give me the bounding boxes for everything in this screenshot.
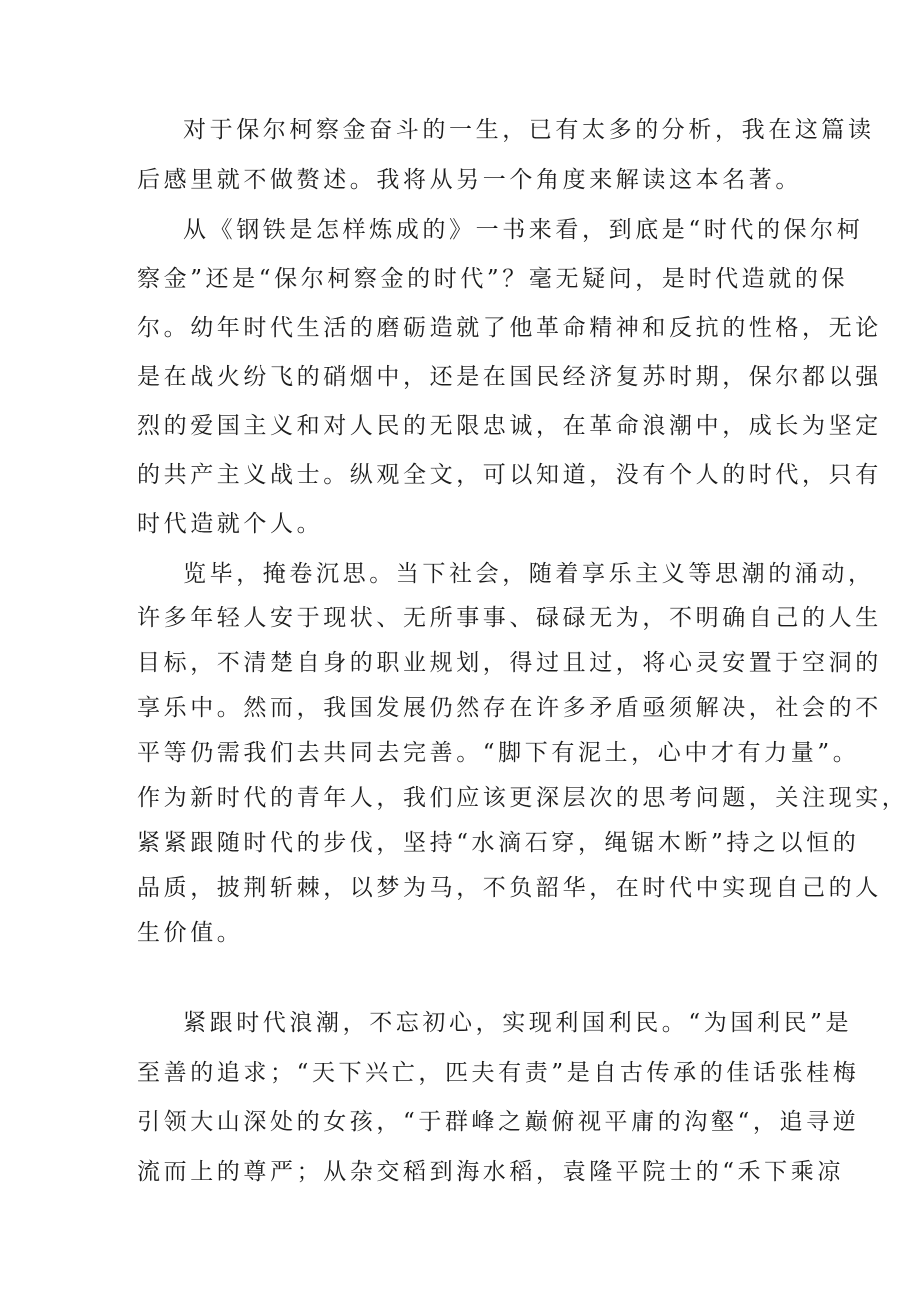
paragraph-2-line-3: 尔。幼年时代生活的磨砺造就了他革命精神和反抗的性格，无论: [137, 315, 882, 341]
paragraph-2-line-6: 的共产主义战士。纵观全文，可以知道，没有个人的时代，只有: [137, 462, 882, 488]
paragraph-4-line-3: 引领大山深处的女孩，“于群峰之巅俯视平庸的沟壑“，追寻逆: [137, 1109, 860, 1135]
paragraph-2-line-1: 从《钢铁是怎样炼成的》一书来看，到底是“时代的保尔柯: [183, 217, 864, 243]
paragraph-3-line-2: 许多年轻人安于现状、无所事事、碌碌无为，不明确自己的人生: [137, 605, 882, 631]
paragraph-1-line-1: 对于保尔柯察金奋斗的一生，已有太多的分析，我在这篇读: [183, 117, 875, 143]
paragraph-3-line-4: 享乐中。然而，我国发展仍然存在许多矛盾亟须解决，社会的不: [137, 695, 882, 721]
paragraph-2-line-4: 是在战火纷飞的硝烟中，还是在国民经济复苏时期，保尔都以强: [137, 364, 882, 390]
paragraph-4-line-2: 至善的追求；“天下兴亡，匹夫有责”是自古传承的佳话张桂梅: [137, 1060, 860, 1086]
paragraph-2-line-2: 察金”还是“保尔柯察金的时代”？毫无疑问，是时代造就的保: [137, 266, 849, 292]
paragraph-3-line-5: 平等仍需我们去共同去完善。“脚下有泥土，心中才有力量”。: [137, 740, 860, 766]
paragraph-3-line-8: 品质，披荆斩棘，以梦为马，不负韶华，在时代中实现自己的人: [137, 875, 882, 901]
paragraph-3-line-9: 生价值。: [137, 920, 244, 946]
paragraph-3-line-3: 目标，不清楚自身的职业规划，得过且过，将心灵安置于空洞的: [137, 650, 882, 676]
paragraph-3-line-7: 紧紧跟随时代的步伐，坚持“水滴石穿，绳锯木断”持之以恒的: [137, 830, 860, 856]
paragraph-2-line-5: 烈的爱国主义和对人民的无限忠诚，在革命浪潮中，成长为坚定: [137, 413, 882, 439]
paragraph-1-line-2: 后感里就不做赘述。我将从另一个角度来解读这本名著。: [137, 167, 802, 193]
paragraph-4-line-4: 流而上的尊严；从杂交稻到海水稻，袁隆平院士的“禾下乘凉: [137, 1159, 844, 1185]
paragraph-3-line-6: 作为新时代的青年人，我们应该更深层次的思考问题，关注现实，: [137, 785, 909, 811]
paragraph-4-line-1: 紧跟时代浪潮，不忘初心，实现利国利民。“为国利民”是: [183, 1010, 853, 1036]
paragraph-2-line-7: 时代造就个人。: [137, 511, 324, 537]
paragraph-3-line-1: 览毕，掩卷沉思。当下社会，随着享乐主义等思潮的涌动，: [183, 561, 875, 587]
